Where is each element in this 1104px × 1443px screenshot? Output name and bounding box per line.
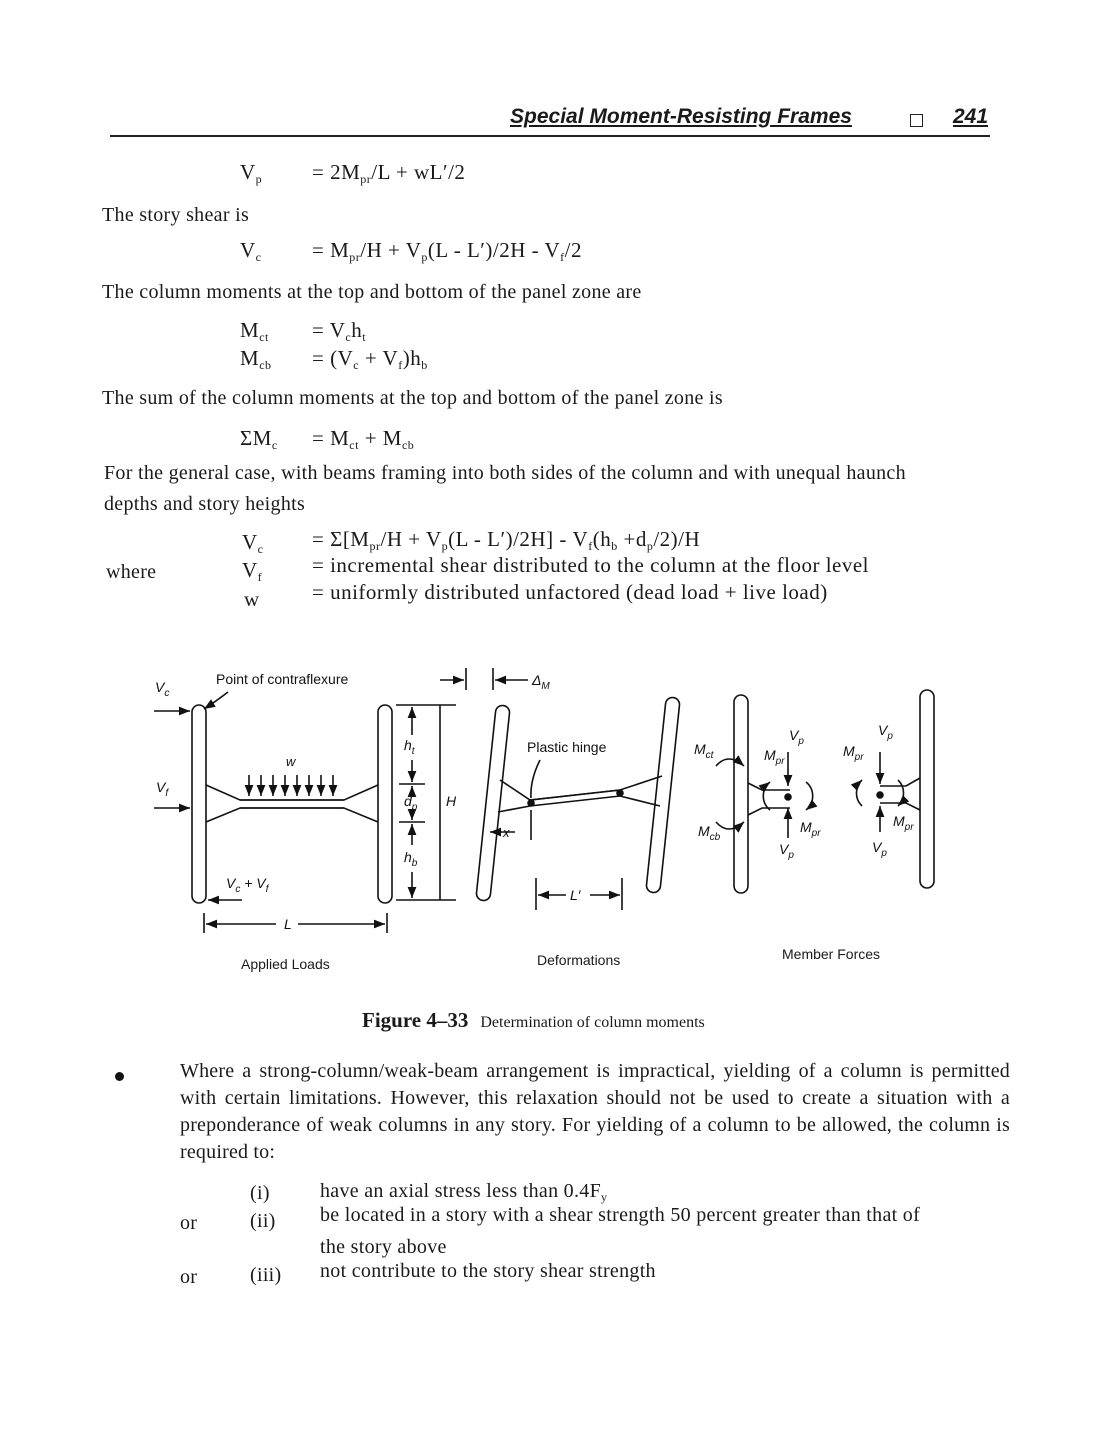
where-label: where — [106, 561, 157, 583]
text-general-case-line1: For the general case, with beams framing into both sides of the column and with unequal haunch — [104, 462, 906, 484]
list-item-2-conj: or — [180, 1212, 198, 1234]
equation-vp-rhs: = $2M_{pr}/L + wL'/2$ — [312, 160, 466, 186]
label-mpr-bottom-right: $M_{pr}$ — [893, 813, 914, 833]
label-Lprime: L′ — [570, 887, 581, 903]
list-item-1-text: have an axial stress less than $0.4F_y$ — [320, 1180, 608, 1204]
left-column — [192, 705, 206, 903]
label-vf: $V_f$ — [156, 779, 169, 799]
label-x: x — [503, 825, 510, 840]
deformed-right-column — [646, 697, 680, 893]
label-plastic-hinge: Plastic hinge — [527, 739, 607, 755]
equation-w-definition: = uniformly distributed unfactored (dead load + live load) — [312, 580, 828, 604]
text-column-moments: The column moments at the top and bottom of the panel zone are — [102, 281, 642, 303]
equation-sum-mc-lhs: $\Sigma M_c$ — [240, 426, 278, 452]
plastic-hinge-left — [528, 800, 534, 806]
panel-title-applied-loads: Applied Loads — [241, 956, 330, 972]
label-mpr-top-left: $M_{pr}$ — [764, 747, 785, 767]
member-column-right — [920, 690, 934, 888]
list-item-1-number: (i) — [250, 1182, 270, 1204]
running-header-title: Special Moment-Resisting Frames — [510, 105, 852, 128]
label-H: H — [446, 793, 457, 809]
equation-mcb-lhs: $M_{cb}$ — [240, 346, 272, 372]
list-item-2-number: (ii) — [250, 1210, 276, 1232]
label-mpr-top-right: $M_{pr}$ — [843, 743, 864, 763]
list-item-3-number: (iii) — [250, 1264, 282, 1286]
equation-vc-rhs: = $M_{pr}/H + V_p(L - L')/2H - V_f/2$ — [312, 238, 582, 264]
text-sum-moments: The sum of the column moments at the top and bottom of the panel zone is — [102, 387, 723, 409]
deformations-diagram — [440, 668, 680, 910]
contraflexure-pointer — [204, 692, 228, 709]
label-mct: $M_{ct}$ — [694, 741, 714, 761]
right-column — [378, 705, 392, 903]
plastic-hinge-right — [617, 790, 623, 796]
equation-mct-lhs: $M_{ct}$ — [240, 318, 269, 344]
equation-vc-lhs: $V_c$ — [240, 238, 262, 264]
plastic-hinge-pointer — [531, 760, 540, 798]
text-general-case-line2: depths and story heights — [104, 493, 306, 515]
deformed-left-column — [476, 705, 510, 901]
equation-vc-general-rhs: = $\Sigma[M_{pr}/H + V_p(L - L')/2H] - V_f(h_b +d_p/2)/H$ — [312, 527, 701, 553]
bullet-paragraph: Where a strong-column/weak-beam arrangement is impractical, yielding of a column is permitted with certain limitations. However, this relaxation should not be used to create a situation with a preponderance of weak columns in any story. For yielding of a column to be allowed, the column is required to: — [180, 1060, 1010, 1163]
applied-loads-diagram — [154, 692, 456, 933]
distributed-load-arrows — [249, 775, 333, 796]
list-item-2-text-continued: the story above — [320, 1236, 447, 1258]
list-item-2-text: be located in a story with a shear strength 50 percent greater than that of — [320, 1204, 921, 1226]
label-vp-top-left: $V_p$ — [789, 727, 804, 747]
label-mcb: $M_{cb}$ — [698, 823, 721, 843]
equation-mct-rhs: = $V_ch_t$ — [312, 318, 367, 344]
label-hb: $h_b$ — [404, 849, 418, 869]
label-point-of-contraflexure: Point of contraflexure — [216, 671, 349, 687]
label-vp-bottom-left: $V_p$ — [779, 841, 794, 861]
equation-w-lhs: w — [244, 587, 260, 611]
figure-caption — [362, 1008, 705, 1033]
label-dp: $d_p$ — [404, 793, 418, 813]
label-mpr-bottom-left: $M_{pr}$ — [800, 819, 821, 839]
equation-vp-lhs: $V_p$ — [240, 160, 263, 186]
bullet-marker — [115, 1072, 124, 1081]
label-L: L — [284, 916, 292, 932]
member-forces-diagram — [716, 690, 934, 893]
label-vp-top-right: $V_p$ — [878, 722, 893, 742]
text-story-shear: The story shear is — [102, 204, 250, 226]
list-item-3-text: not contribute to the story shear strength — [320, 1260, 656, 1282]
equation-sum-mc-rhs: = $M_{ct} + M_{cb}$ — [312, 426, 415, 452]
label-delta-m: $\Delta_M$ — [532, 672, 550, 692]
member-column-left — [734, 695, 748, 893]
label-vp-bottom-right: $V_p$ — [872, 839, 887, 859]
equation-vf-definition: = incremental shear distributed to the column at the floor level — [312, 553, 870, 577]
figure-caption-text: Determination of column moments — [480, 1014, 705, 1031]
equation-mcb-rhs: = $(V_c + V_f)h_b$ — [312, 346, 428, 372]
equation-vc-general-lhs: $V_c$ — [242, 530, 264, 556]
equation-vf-lhs: $V_f$ — [242, 558, 263, 584]
page-number: 241 — [953, 105, 989, 128]
label-vc-plus-vf: $V_c + V_f$ — [226, 875, 269, 895]
list-item-3-conj: or — [180, 1266, 198, 1288]
label-vc: $V_c$ — [155, 679, 170, 699]
panel-title-deformations: Deformations — [537, 952, 621, 968]
label-ht: $h_t$ — [404, 737, 415, 757]
figure-caption-number: Figure 4–33 — [362, 1008, 469, 1032]
panel-title-member-forces: Member Forces — [782, 946, 881, 962]
label-w: w — [286, 754, 296, 769]
